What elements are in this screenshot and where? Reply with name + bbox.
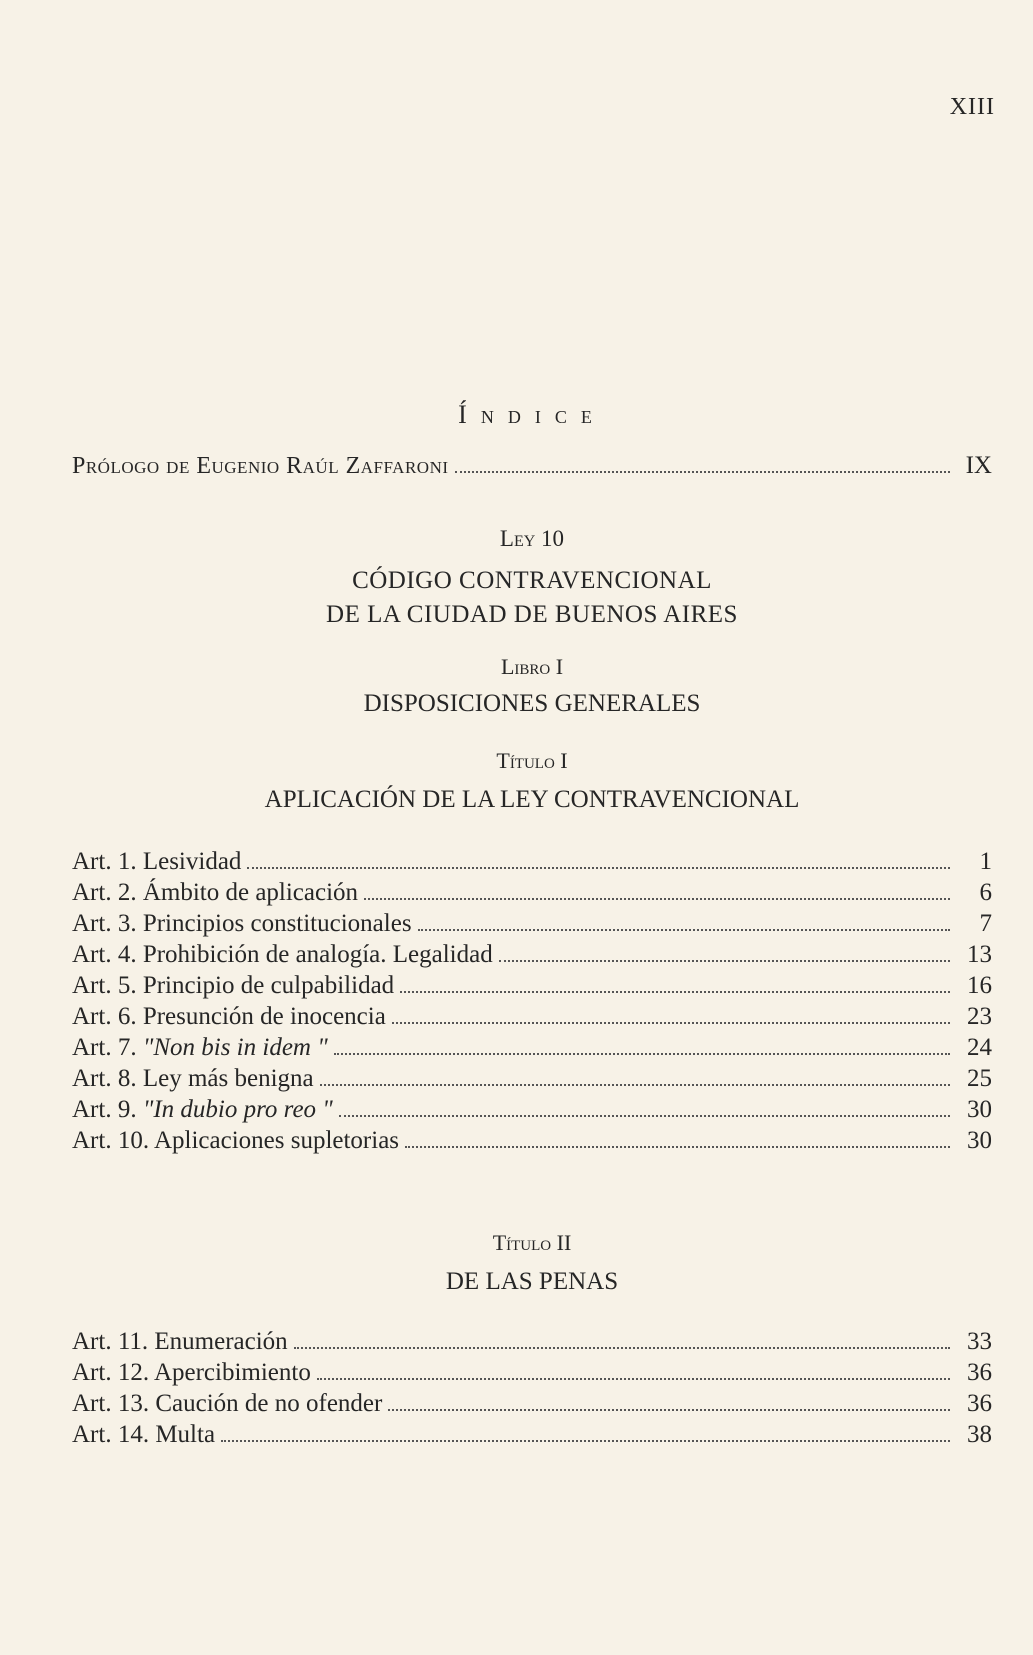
toc-entry-page: 36 <box>967 1359 992 1386</box>
code-title <box>72 564 992 632</box>
article-title: Prohibición de analogía. Legalidad <box>142 941 493 968</box>
article-title: Lesividad <box>142 848 242 875</box>
toc-entry <box>72 1001 992 1032</box>
toc-entry-label <box>72 1125 399 1156</box>
title-2-articles <box>72 1326 992 1450</box>
leader-dots <box>388 1409 950 1411</box>
article-title: Aplicaciones supletorias <box>153 1127 400 1154</box>
title-1-articles <box>72 846 992 1156</box>
toc-entry-page: 24 <box>967 1034 992 1061</box>
article-number: Art. 3. <box>72 910 143 937</box>
toc-entry-label <box>72 908 412 939</box>
article-title-italic: "In dubio pro reo " <box>142 1096 333 1123</box>
toc-entry <box>72 1419 992 1450</box>
page-number: XIII <box>949 94 995 120</box>
article-title: Apercibimiento <box>153 1359 311 1386</box>
leader-dots <box>247 867 950 869</box>
article-number: Art. 14. <box>72 1421 156 1448</box>
article-number: Art. 9. <box>72 1096 143 1123</box>
toc-entry-page: 7 <box>979 910 992 937</box>
toc-entry-label <box>72 1357 311 1388</box>
toc-entry-page: 23 <box>967 1003 992 1030</box>
article-number: Art. 1. <box>72 848 143 875</box>
article-number: Art. 2. <box>72 879 143 906</box>
code-title-line-1: CÓDIGO CONTRAVENCIONAL <box>352 567 712 594</box>
toc-entry-prologue <box>72 450 992 482</box>
leader-dots <box>392 1022 950 1024</box>
article-number: Art. 13. <box>72 1390 156 1417</box>
code-title-line-2: DE LA CIUDAD DE BUENOS AIRES <box>326 601 738 628</box>
article-number: Art. 8. <box>72 1065 143 1092</box>
toc-entry-page: 13 <box>967 941 992 968</box>
article-number: Art. 11. <box>72 1328 155 1355</box>
toc-entry <box>72 1094 992 1125</box>
leader-dots <box>455 471 950 473</box>
article-title: Multa <box>155 1421 216 1448</box>
article-title-italic: "Non bis in idem " <box>142 1034 328 1061</box>
book-title: DISPOSICIONES GENERALES <box>363 690 701 717</box>
toc-entry-page: 16 <box>967 972 992 999</box>
toc-entry-page: 38 <box>967 1421 992 1448</box>
toc-entry <box>72 1125 992 1156</box>
article-title: Caución de no ofender <box>155 1390 383 1417</box>
toc-entry-label <box>72 846 241 877</box>
article-title: Ámbito de aplicación <box>142 879 359 906</box>
leader-dots <box>294 1347 950 1349</box>
toc-entry <box>72 1357 992 1388</box>
toc-entry <box>72 1388 992 1419</box>
toc-entry-page: 30 <box>967 1096 992 1123</box>
toc-entry <box>72 1063 992 1094</box>
leader-dots <box>405 1146 950 1148</box>
article-number: Art. 10. <box>72 1127 154 1154</box>
leader-dots <box>320 1084 950 1086</box>
leader-dots <box>317 1378 950 1380</box>
article-number: Art. 4. <box>72 941 143 968</box>
leader-dots <box>339 1115 950 1117</box>
toc-entry-label <box>72 1388 382 1419</box>
toc-entry <box>72 970 992 1001</box>
article-number: Art. 5. <box>72 972 143 999</box>
index-title: Índice <box>458 400 606 429</box>
toc-entry-label <box>72 1032 328 1063</box>
toc-entry-page: 6 <box>979 879 992 906</box>
article-number: Art. 7. <box>72 1034 143 1061</box>
title-1-heading: Título I <box>496 748 568 773</box>
article-title: Ley más benigna <box>142 1065 314 1092</box>
leader-dots <box>418 929 950 931</box>
toc-entry-page: 25 <box>967 1065 992 1092</box>
toc-entry-label <box>72 1419 215 1450</box>
article-title: Principios constitucionales <box>142 910 412 937</box>
toc-entry-label <box>72 939 493 970</box>
leader-dots <box>364 898 950 900</box>
toc-entry-page: IX <box>965 452 992 479</box>
toc-entry-label <box>72 1094 333 1125</box>
article-number: Art. 6. <box>72 1003 143 1030</box>
toc-entry-label: Prólogo de Eugenio Raúl Zaffaroni <box>72 453 449 479</box>
leader-dots <box>499 960 950 962</box>
toc-entry <box>72 846 992 877</box>
title-1-name: APLICACIÓN DE LA LEY CONTRAVENCIONAL <box>264 786 800 813</box>
toc-entry <box>72 1032 992 1063</box>
article-title: Presunción de inocencia <box>142 1003 386 1030</box>
toc-entry-label <box>72 1063 314 1094</box>
leader-dots <box>400 991 950 993</box>
leader-dots <box>334 1053 950 1055</box>
title-2-name: DE LAS PENAS <box>445 1268 619 1295</box>
toc-entry <box>72 877 992 908</box>
book-heading: Libro I <box>500 654 564 679</box>
toc-entry <box>72 1326 992 1357</box>
leader-dots <box>221 1440 950 1442</box>
table-of-contents <box>72 400 992 1450</box>
toc-entry <box>72 939 992 970</box>
toc-entry-page: 33 <box>967 1328 992 1355</box>
title-2-heading: Título II <box>492 1230 572 1255</box>
toc-entry <box>72 908 992 939</box>
article-title: Principio de culpabilidad <box>142 972 395 999</box>
toc-entry-page: 30 <box>967 1127 992 1154</box>
toc-entry-page: 36 <box>967 1390 992 1417</box>
law-heading: Ley 10 <box>499 526 565 551</box>
article-title: Enumeración <box>154 1328 288 1355</box>
toc-entry-label <box>72 970 394 1001</box>
toc-entry-label <box>72 1001 386 1032</box>
toc-entry-label <box>72 1326 288 1357</box>
article-number: Art. 12. <box>72 1359 154 1386</box>
toc-entry-label <box>72 877 358 908</box>
toc-entry-page: 1 <box>979 848 992 875</box>
